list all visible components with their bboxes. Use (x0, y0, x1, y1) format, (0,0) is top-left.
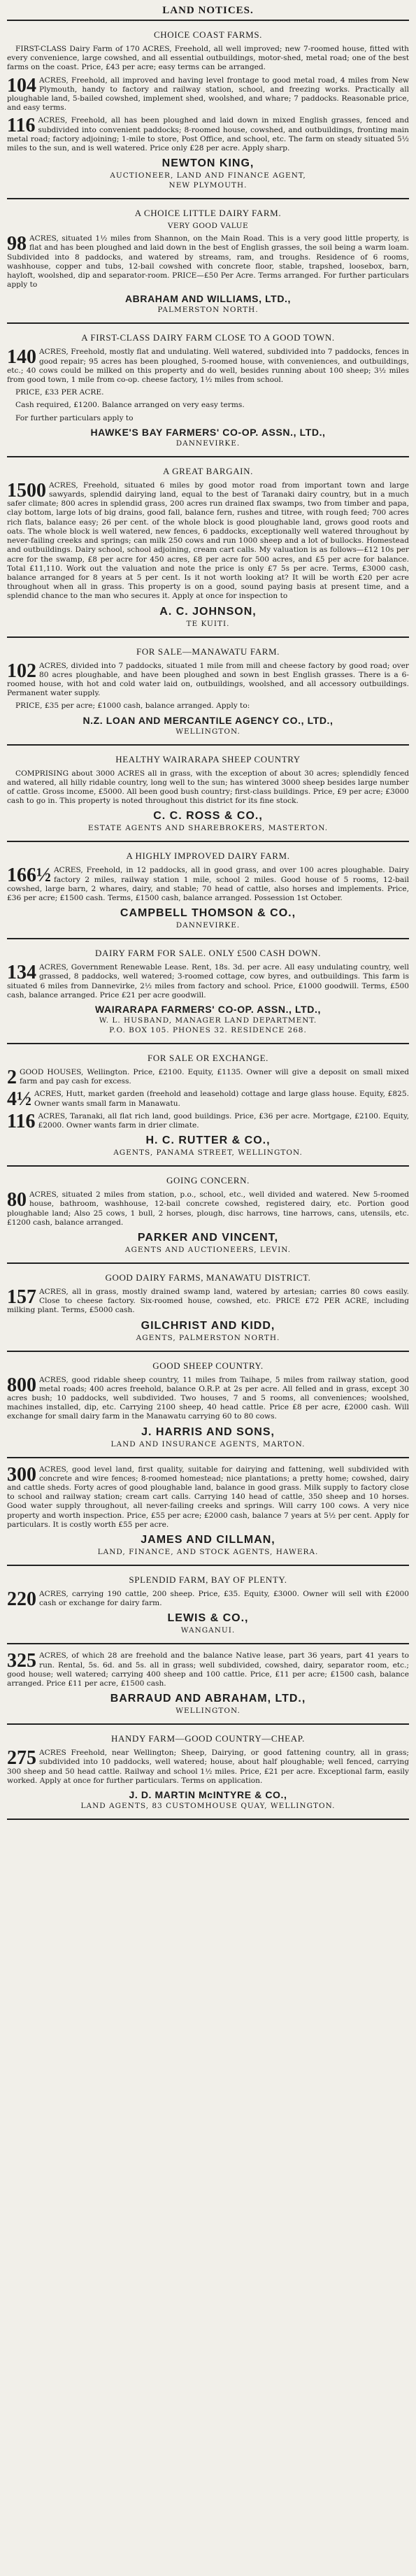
notice-paragraph (7, 1112, 409, 1130)
paragraph-text: ACRES, Hutt, market garden (freehold and leasehold) cottage and large glass house. Equity, £825. Owner wants small farm in Manawatu. (34, 1090, 409, 1108)
land-notice (7, 1264, 409, 1352)
notice-paragraph (7, 662, 409, 699)
land-notice (7, 1458, 409, 1566)
agent-place: P.O. BOX 105. PHONES 32. RESIDENCE 268. (109, 1025, 307, 1034)
agent-role: LAND AND INSURANCE AGENTS, MARTON. (110, 1439, 306, 1449)
acreage-figure: 4½ (7, 1088, 31, 1111)
notice-paragraph (7, 1465, 409, 1530)
acreage-figure: 1500 (7, 479, 46, 501)
agent-place: TE KUITI. (186, 619, 230, 628)
notices-list (7, 21, 409, 1820)
land-notice (7, 1167, 409, 1264)
notice-title: HANDY FARM—GOOD COUNTRY—CHEAP. (111, 1733, 305, 1744)
acreage-figure: 104 (7, 74, 36, 97)
acreage-figure: 300 (7, 1463, 36, 1486)
paragraph-text: ACRES, good ridable sheep country, 11 miles from Taihape, 5 miles from railway station, good metal roads; 400 acres freehold, balance O.R.P. at 2s per acre. All felled and in grass, except 30 acres bush; 10 paddocks, well subdivided. Two houses, 7 and 5 rooms, all conveniences; woolshed, machines installed, dip, etc. Carrying 2100 sheep, 40 head cattle. Price £8 per acre, £2000 cash. Will exchange for small dairy farm in the Manawatu carrying 60 to 80 cows. (7, 1375, 409, 1421)
notice-paragraph (7, 76, 409, 113)
notice-paragraph (7, 1376, 409, 1422)
land-notice (7, 1352, 409, 1458)
land-notice (7, 1566, 409, 1644)
paragraph-text: ACRES, Freehold, situated 6 miles by good motor road from important town and large sawyards, splendid dairying land, equal to the best of Taranaki dairy country, but in a much safer climate; 800 acres in splendid grass, 200 acres run drained flax swamps, two from timber and papa, clay bottom, large lots of big drains, good fall, balance fern, rushes and titree, with rough feed; 700 acres rich flats, balance easy; 26 per cent. of the whole block is good ploughable land, grows good roots and oats. The whole block is well watered, new fences, 6 paddocks, exceptionally well watered throughout by never-failing creeks and springs; can milk 250 cows and run 1000 sheep and a lot of bullocks. Homestead and outbuildings. Dairy school, school adjoining, cream cart calls. My valuation is as follows—£12 10s per acre for the swamp, £8 per acre for 450 acres, £8 per acre for 500 acres, and £5 per acre for balance. Total £11,110. Work out the valuation and note the price is only £7 5s per acre. Terms, £3000 cash, balance arranged for 8 years at 5 per cent. Is it not worth looking at? It will be worth £20 per acre throughout when all in grass. This property is on a good, sound paying basis at present time, and a splendid chance to the man who secures it. Apply at once for inspection to (7, 481, 409, 601)
notice-title: HEALTHY WAIRARAPA SHEEP COUNTRY (115, 753, 301, 764)
acreage-figure: 140 (7, 346, 36, 369)
agent-role: ESTATE AGENTS AND SHAREBROKERS, MASTERTON. (87, 824, 329, 833)
paragraph-text: ACRES, good level land, first quality, suitable for dairying and fattening, well subdivided with concrete and wire fences; 8-roomed homestead; nice plantations; a pretty home; cowshed, dairy and cattle sheds. Forty acres of good ploughable land, balance in good grass. Milk supply to factory close to school and railway station; cream cart calls. Carrying 140 head of cattle, 350 sheep and 10 horses. Good water supply throughout, all never-failing creeks and springs. Will carry 100 cows. A very nice property and worth inspection. Price, £55 per acre; £2000 cash, balance 7 years at 5½ per cent. Apply for particulars. It is costly worth £55 per acre. (7, 1465, 409, 1529)
agent-place: WANGANUI. (180, 1626, 236, 1635)
land-notice (7, 746, 409, 843)
agent-place: PALMERSTON NORTH. (157, 306, 259, 315)
agent-name: WAIRARAPA FARMERS' CO-OP. ASSN., LTD., (95, 1003, 321, 1015)
notice-title: GOOD SHEEP COUNTRY. (152, 1360, 264, 1371)
acreage-figure: 220 (7, 1588, 36, 1611)
agent-name: J. D. MARTIN McINTYRE & CO., (129, 1789, 287, 1801)
notice-title: A FIRST-CLASS DAIRY FARM CLOSE TO A GOOD TOWN. (81, 332, 335, 343)
agent-name: PARKER AND VINCENT, (137, 1232, 279, 1244)
acreage-figure: 800 (7, 1374, 36, 1396)
notice-paragraph (7, 1068, 409, 1086)
agent-name: NEWTON KING, (162, 157, 254, 170)
land-notice (7, 842, 409, 939)
land-notice (7, 1725, 409, 1820)
paragraph-text: ACRES, all in grass, mostly drained swamp land, watered by artesian; carries 80 cows easily. Close to cheese factory. Six-roomed house, cowshed, etc. PRICE £72 PER ACRE, including milking plant. Terms, £5000 cash. (7, 1288, 409, 1315)
acreage-figure: 2 (7, 1066, 17, 1088)
paragraph-text: For further particulars apply to (15, 413, 134, 422)
agent-place: DANNEVIRKE. (175, 439, 241, 448)
notice-paragraph (7, 348, 409, 385)
paragraph-text: PRICE, £33 PER ACRE. (15, 388, 104, 397)
notice-title: GOOD DAIRY FARMS, MANAWATU DISTRICT. (105, 1272, 311, 1283)
notice-paragraph (7, 481, 409, 602)
land-notice (7, 199, 409, 324)
notice-title: FOR SALE—MANAWATU FARM. (136, 646, 280, 657)
paragraph-text: ACRES, Freehold, all has been ploughed and laid down in mixed English grasses, fenced and subdivided into convenient paddocks; 8-roomed house, cowshed, and outbuildings, fronting main metal road; factory adjoining; 1-mile to store, Post Office, and school, etc. The farm on steady situated 5½ miles to the sun, and is well watered. Price only £28 per acre. Apply sharp. (7, 116, 409, 153)
notice-paragraph (7, 1190, 409, 1227)
agent-name: N.Z. LOAN AND MERCANTILE AGENCY CO., LTD., (83, 714, 333, 726)
notice-paragraph (7, 769, 409, 806)
agent-name: J. HARRIS AND SONS, (141, 1425, 275, 1438)
acreage-figure: 102 (7, 660, 36, 682)
agent-name: BARRAUD AND ABRAHAM, LTD., (110, 1693, 306, 1705)
paragraph-text: ACRES Freehold, near Wellington; Sheep, Dairying, or good fattening country, all in grass; subdivided into 10 paddocks, well watered; house, about half ploughable; well fenced, carrying 300 sheep and 50 head cattle. Railway and school 1½ miles. Price, £21 per acre. Exceptional farm, easily worked. Apply at once for further particulars. Terms on application. (7, 1749, 409, 1785)
notice-paragraph (7, 414, 409, 423)
notice-title: GOING CONCERN. (166, 1175, 250, 1186)
agent-role: AGENTS, PANAMA STREET, WELLINGTON. (113, 1148, 303, 1158)
paragraph-text: ACRES, Freehold, in 12 paddocks, all in good grass, and over 100 acres ploughable. Dairy factory 2 miles, railway station 1 mile, school 2 miles. Good house of 5 rooms, 12-bail cowshed, large barn, 2 whares, dairy, and stable; 70 head of cattle, also horses and implements. Price, £36 per acre; £1500 cash. Terms, £1500 cash, balance arranged. Possession 1st October. (7, 866, 409, 902)
agent-name: GILCHRIST AND KIDD, (141, 1319, 275, 1332)
paragraph-text: ACRES, Taranaki, all flat rich land, good buildings. Price, £36 per acre. Mortgage, £2100. Equity, £2000. Owner wants farm in drier climate. (38, 1111, 409, 1130)
acreage-figure: 166½ (7, 864, 51, 887)
land-notice (7, 939, 409, 1044)
agent-name: ABRAHAM AND WILLIAMS, LTD., (124, 293, 292, 305)
notice-title: A HIGHLY IMPROVED DAIRY FARM. (126, 851, 290, 862)
land-notice (7, 1644, 409, 1725)
paragraph-text: ACRES, Government Renewable Lease. Rent, 18s. 3d. per acre. All easy undulating country, well grassed, 8 paddocks, well watered; 3-roomed cottage, cow byres, and outbuildings. This farm is situated 6 miles from Dannevirke, 2½ miles from factory and school. Price, £1000 goodwill. Terms, £500 cash, balance arranged. Price £21 per acre goodwill. (7, 963, 409, 999)
paragraph-text: GOOD HOUSES, Wellington. Price, £2100. Equity, £1135. Owner will give a deposit on small mixed farm and pay cash for excess. (20, 1067, 409, 1086)
acreage-figure: 157 (7, 1286, 36, 1308)
acreage-figure: 116 (7, 1110, 36, 1132)
notice-paragraph (7, 1088, 409, 1111)
paragraph-text: ACRES, carrying 190 cattle, 200 sheep. Price, £35. Equity, £3000. Owner will sell with £2000 cash or exchange for dairy farm. (39, 1590, 409, 1608)
notice-paragraph (7, 234, 409, 290)
notice-title: A GREAT BARGAIN. (163, 465, 253, 476)
land-notice (7, 457, 409, 638)
agent-role: AGENTS AND AUCTIONEERS, LEVIN. (124, 1246, 292, 1254)
paragraph-text: ACRES, divided into 7 paddocks, situated 1 mile from mill and cheese factory by good road; over 80 acres ploughable, and have been ploughed and sown in best English grasses. There is a 6-roomed house, with hot and cold water laid on, outbuildings, woolshed, and all accessory outbuildings. Permanent water supply. (7, 661, 409, 698)
acreage-figure: 98 (7, 233, 27, 255)
paragraph-text: PRICE, £35 per acre; £1000 cash, balance arranged. Apply to: (15, 702, 250, 711)
paragraph-text: ACRES, Freehold, all improved and having level frontage to good metal road, 4 miles from New Plymouth, handy to factory and railway station, school, and freezing works. Practically all ploughable land, 5-bailed cowshed, implement shed, woolshed, and whare; 7 paddocks. Reasonable price, and easy terms. (7, 76, 409, 113)
notice-paragraph (7, 963, 409, 1000)
acreage-figure: 116 (7, 115, 36, 137)
agent-name: A. C. JOHNSON, (159, 605, 257, 618)
acreage-figure: 134 (7, 962, 36, 984)
land-notice (7, 324, 409, 457)
acreage-figure: 80 (7, 1189, 27, 1211)
agent-name: CAMPBELL THOMSON & CO., (120, 907, 296, 920)
notice-paragraph (7, 1588, 409, 1611)
paragraph-text: ACRES, situated 2 miles from station, p.o., school, etc., well divided and watered. New 5-roomed house, bathroom, washhouse, 12-bail concrete cowshed, registered dairy, etc. Portion good ploughable land; Also 25 cows, 1 bull, 2 horses, plough, disc harrows, tine harrows, cans, utensils, etc. £1200 cash, balance arranged. (7, 1190, 409, 1227)
agent-name: JAMES AND CILLMAN, (141, 1534, 275, 1546)
agent-role: W. L. HUSBAND, MANAGER LAND DEPARTMENT. (99, 1016, 317, 1025)
agent-name: C. C. ROSS & CO., (153, 810, 263, 823)
notice-paragraph (7, 1651, 409, 1688)
agent-place: DANNEVIRKE. (175, 921, 241, 930)
notice-paragraph (7, 1749, 409, 1786)
paragraph-text: COMPRISING about 3000 ACRES all in grass, with the exception of about 30 acres; splendidly fenced and watered, all hilly ridable country, long well to the sun; has wintered 3000 sheep besides large number of cattle. Gross income, £5000. All been good bush country; first-class buildings. Price, £9 per acre; £3000 cash to go in. This property is noted throughout this district for its fine stock. (7, 769, 409, 806)
paragraph-text: ACRES, Freehold, mostly flat and undulating. Well watered, subdivided into 7 paddocks, fences in good repair; 95 acres has been ploughed, 5-roomed house, with conveniences, and outbuildings, etc.; 40 cows could be milked on this property and do well, besides running about 100 sheep; 3½ miles from good town, 1 mile from co-op. cheese factory, 1½ miles from school. (7, 348, 409, 385)
agent-place: WELLINGTON. (175, 727, 241, 736)
notice-paragraph (7, 388, 409, 397)
agent-name: HAWKE'S BAY FARMERS' CO-OP. ASSN., LTD., (90, 426, 326, 438)
notice-paragraph (7, 866, 409, 903)
agent-role: LAND, FINANCE, AND STOCK AGENTS, HAWERA. (97, 1548, 319, 1557)
agent-role: LAND AGENTS, 83 CUSTOMHOUSE QUAY, WELLINGTON. (80, 1802, 336, 1811)
agent-place: WELLINGTON. (175, 1707, 241, 1716)
notice-title: CHOICE COAST FARMS. (153, 29, 263, 40)
agent-role: AGENTS, PALMERSTON NORTH. (136, 1333, 280, 1342)
page-title: LAND NOTICES. (7, 3, 409, 21)
agent-role: AUCTIONEER, LAND AND FINANCE AGENT, (110, 171, 306, 180)
agent-name: LEWIS & CO., (167, 1612, 249, 1625)
agent-name: H. C. RUTTER & CO., (145, 1134, 271, 1147)
notice-paragraph (7, 702, 409, 711)
notice-title: FOR SALE OR EXCHANGE. (148, 1052, 268, 1063)
notice-paragraph (7, 116, 409, 153)
land-notice (7, 638, 409, 746)
paragraph-text: ACRES, situated 1½ miles from Shannon, on the Main Road. This is a very good little property, is flat and has been ploughed and laid down in the best of English grasses, the soil being a warm loam. Subdivided into 8 paddocks, and watered by streams, ram, and troughs. Residence of 6 rooms, washhouse, copper and tubs, 12-bail cowshed with concrete floor, stable, trapshed, loosebox, barn, hayloft, woolshed, dip and separator-room. PRICE—£50 Per Acre. Terms arranged. For further particulars apply to (7, 234, 409, 290)
land-notice (7, 21, 409, 199)
notice-title: SPLENDID FARM, BAY OF PLENTY. (129, 1574, 287, 1586)
paragraph-text: ACRES, of which 28 are freehold and the balance Native lease, part 36 years, part 41 years to run. Rental, 5s. 6d. and 5s. all in grass; well subdivided, cowshed, dairy, separator room, etc.; good house; well watered; carrying 400 sheep and 100 cattle. Price, £11 per acre; £1500 cash, balance arranged. Price £11 per acre, £1500 cash. (7, 1651, 409, 1688)
paragraph-text: FIRST-CLASS Dairy Farm of 170 ACRES, Freehold, all well improved; new 7-roomed house, fitted with every convenience, large cowshed, and all essential outbuildings, motor-shed, metal road; one of the best farms on the coast. Price, £43 per acre; easy terms can be arranged. (7, 45, 409, 72)
notice-subtitle: VERY GOOD VALUE (167, 222, 249, 231)
notice-title: DAIRY FARM FOR SALE. ONLY £500 CASH DOWN. (95, 948, 321, 959)
notice-paragraph (7, 1288, 409, 1316)
land-notice (7, 1044, 409, 1167)
agent-place: NEW PLYMOUTH. (168, 181, 248, 190)
acreage-figure: 325 (7, 1650, 36, 1672)
paragraph-text: Cash required, £1200. Balance arranged on very easy terms. (15, 401, 245, 410)
notice-title: A CHOICE LITTLE DAIRY FARM. (134, 208, 282, 219)
notice-paragraph (7, 401, 409, 410)
notice-paragraph (7, 45, 409, 73)
acreage-figure: 275 (7, 1747, 36, 1770)
